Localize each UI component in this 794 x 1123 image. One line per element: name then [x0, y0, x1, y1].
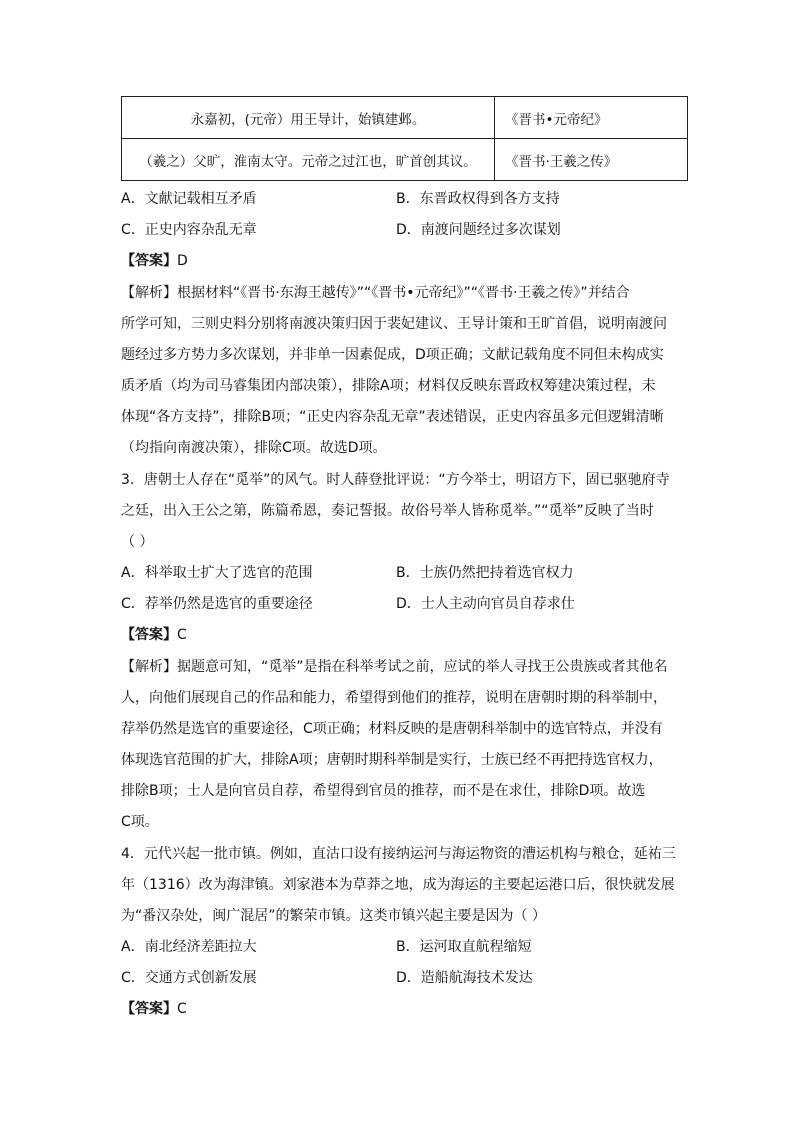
- answer-label: 【答案】: [121, 627, 177, 643]
- q2-option-a: A．文献记载相互矛盾: [121, 191, 257, 207]
- answer-value: C: [177, 1001, 187, 1017]
- q4-stem-line: 4．元代兴起一批市镇。例如，直沽口设有接纳运河与海运物资的漕运机构与粮仓，延祐三: [121, 846, 676, 862]
- q3-analysis-line: C项。: [121, 814, 159, 830]
- q3-analysis-line: 人，向他们展现自己的作品和能力，希望得到他们的推荐，说明在唐朝时期的科举制中，: [121, 690, 667, 706]
- q2-analysis-line: （均指向南渡决策），排除C项。故选D项。: [121, 440, 387, 456]
- q2-analysis-line: 体现“各方支持”，排除B项；“正史内容杂乱无章”表述错误，正史内容虽多元但逻辑清晰: [121, 409, 664, 425]
- table-cell-text: 永嘉初，(元帝）用王导计，始镇建邺。: [122, 97, 495, 139]
- q3-option-c: C．荐举仍然是选官的重要途径: [121, 596, 313, 612]
- q2-option-d: D．南渡问题经过多次谋划: [396, 222, 561, 238]
- q3-option-d: D．士人主动向官员自荐求仕: [396, 596, 575, 612]
- q3-analysis-line: 荐举仍然是选官的重要途径，C项正确；材料反映的是唐朝科举制中的选官特点，并没有: [121, 721, 663, 737]
- q2-analysis-line: 所学可知，三则史料分别将南渡决策归因于裴妃建议、王导计策和王旷首倡，说明南渡问: [121, 316, 667, 332]
- q3-analysis-line: 体现选官范围的扩大，排除A项；唐朝时期科举制是实行，士族已经不再把持选官权力，: [121, 752, 663, 768]
- q4-option-a: A．南北经济差距拉大: [121, 939, 257, 955]
- q4-option-b: B．运河取直航程缩短: [396, 939, 532, 955]
- q3-stem-line: （ ）: [121, 534, 154, 550]
- table-cell-text: （羲之）父旷，淮南太守。元帝之过江也，旷首创其议。: [122, 139, 495, 181]
- q3-option-b: B．士族仍然把持着选官权力: [396, 565, 574, 581]
- answer-label: 【答案】: [121, 253, 177, 269]
- q3-stem-line: 3．唐朝士人存在“觅举”的风气。时人薛登批评说：“方今举士，明诏方下，固已驱驰府寺: [121, 472, 670, 488]
- answer-value: C: [177, 627, 187, 643]
- q3-answer: [121, 625, 681, 645]
- table-cell-source: 《晋书•元帝纪》: [495, 97, 688, 139]
- q4-answer: [121, 999, 681, 1019]
- q4-option-c: C．交通方式创新发展: [121, 970, 257, 986]
- q4-option-d: D．造船航海技术发达: [396, 970, 533, 986]
- source-table: [121, 96, 688, 181]
- q2-analysis-line: 题经过多方势力多次谋划，并非单一因素促成，D项正确；文献记载角度不同但未构成实: [121, 347, 664, 363]
- q2-answer: [121, 251, 681, 271]
- q3-option-a: A．科举取士扩大了选官的范围: [121, 565, 313, 581]
- q2-analysis-line: 【解析】根据材料“《晋书·东海王越传》”“《晋书•元帝纪》”“《晋书·王羲之传》”并结合: [121, 285, 630, 301]
- answer-label: 【答案】: [121, 1001, 177, 1017]
- q3-stem-line: 之廷，出入王公之第，陈篇希恩，奏记誓报。故俗号举人皆称觅举。”“觅举”反映了当时: [121, 503, 654, 519]
- q3-analysis-line: 排除B项；士人是向官员自荐，希望得到官员的推荐，而不是在求仕，排除D项。故选: [121, 783, 646, 799]
- table-row: [122, 139, 688, 181]
- answer-value: D: [177, 253, 188, 269]
- q3-analysis-line: 【解析】据题意可知，“觅举”是指在科举考试之前，应试的举人寻找王公贵族或者其他名: [121, 659, 668, 675]
- q2-option-c: C．正史内容杂乱无章: [121, 222, 257, 238]
- q2-option-b: B．东晋政权得到各方支持: [396, 191, 560, 207]
- q4-stem-line: 为“番汉杂处，闽广混居”的繁荣市镇。这类市镇兴起主要是因为（ ）: [121, 908, 546, 924]
- table-cell-source: 《晋书·王羲之传》: [495, 139, 688, 181]
- q4-stem-line: 年（1316）改为海津镇。刘家港本为草莽之地，成为海运的主要起运港口后，很快就发展: [121, 877, 675, 893]
- table-row: [122, 97, 688, 139]
- q2-analysis-line: 质矛盾（均为司马睿集团内部决策），排除A项；材料仅反映东晋政权筹建决策过程，未: [121, 378, 656, 394]
